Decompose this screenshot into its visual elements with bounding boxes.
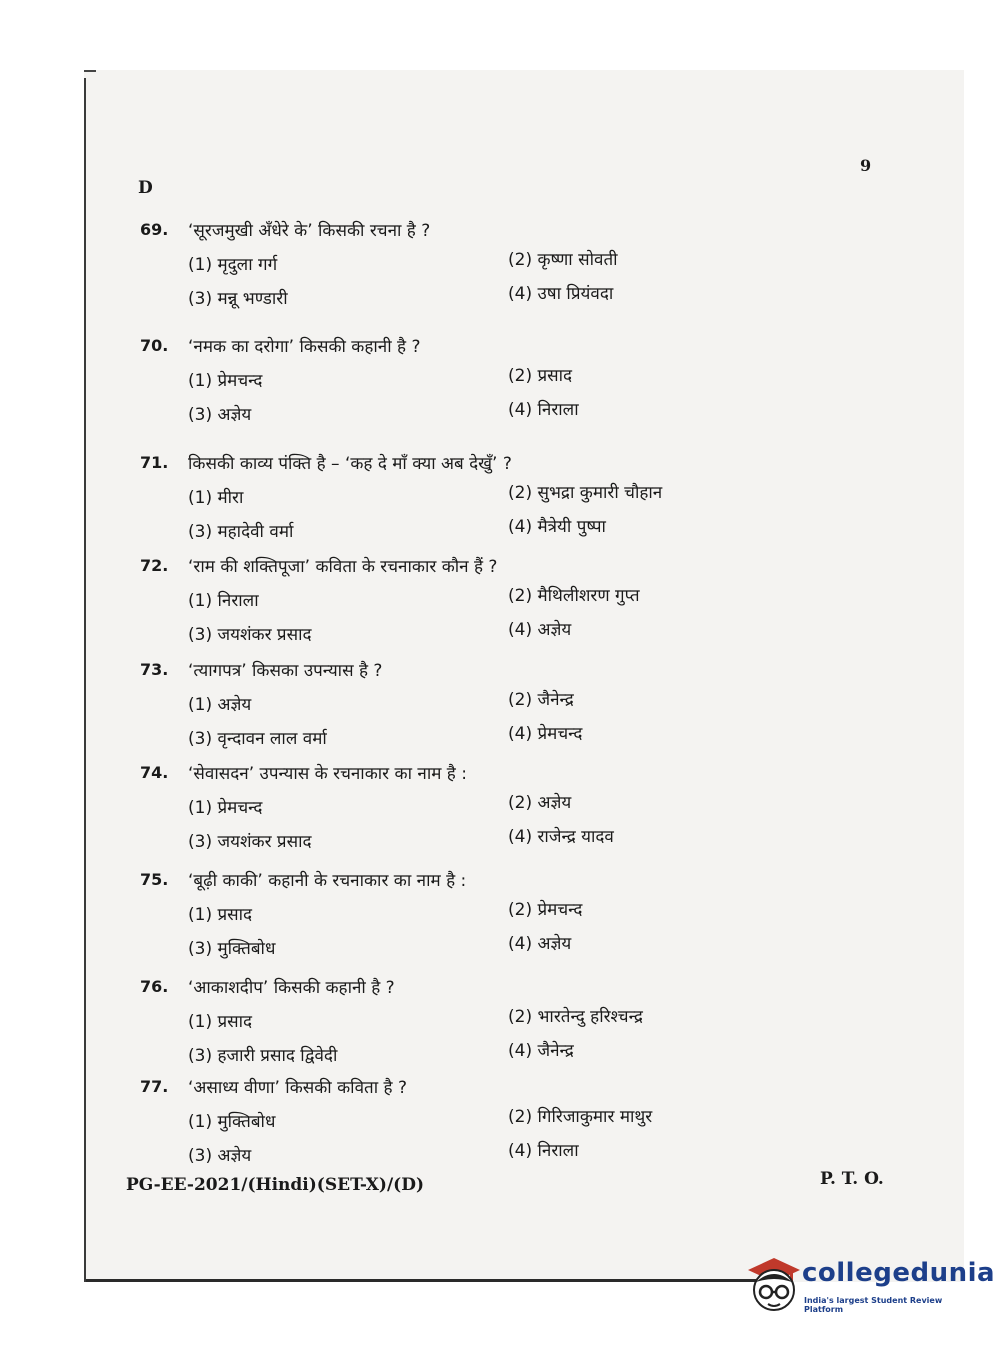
option-3: (3) मुक्तिबोध (188, 939, 276, 959)
option-4: (4) निराला (508, 1141, 579, 1161)
left-margin-rule (84, 78, 86, 1282)
option-1: (1) प्रेमचन्द (188, 371, 263, 391)
option-1: (1) अज्ञेय (188, 695, 252, 715)
option-2: (2) अज्ञेय (508, 793, 572, 813)
option-2: (2) गिरिजाकुमार माथुर (508, 1107, 653, 1127)
question-number: 72. (140, 556, 169, 575)
option-2: (2) भारतेन्दु हरिश्चन्द्र (508, 1007, 643, 1027)
question-number: 71. (140, 453, 169, 472)
option-2: (2) जैनेन्द्र (508, 690, 574, 710)
set-letter: D (138, 178, 153, 198)
bottom-margin-rule (86, 1279, 786, 1282)
watermark-logo (742, 1250, 996, 1320)
question-71 (140, 453, 740, 553)
option-4: (4) प्रेमचन्द (508, 724, 583, 744)
question-72 (140, 556, 740, 656)
graduate-mascot-icon (742, 1252, 802, 1316)
logo-name: collegedunia (802, 1258, 996, 1288)
question-70 (140, 336, 740, 436)
option-1: (1) प्रसाद (188, 1012, 253, 1032)
option-1: (1) प्रसाद (188, 905, 253, 925)
question-73 (140, 660, 740, 760)
question-69 (140, 220, 740, 320)
question-number: 74. (140, 763, 169, 782)
option-4: (4) अज्ञेय (508, 620, 572, 640)
option-4: (4) निराला (508, 400, 579, 420)
question-text: ‘सूरजमुखी अँधेरे के’ किसकी रचना है ? (188, 221, 431, 241)
option-1: (1) मृदुला गर्ग (188, 255, 278, 275)
question-77 (140, 1077, 740, 1177)
option-4: (4) उषा प्रियंवदा (508, 284, 614, 304)
question-number: 77. (140, 1077, 169, 1096)
option-2: (2) सुभद्रा कुमारी चौहान (508, 483, 663, 503)
option-3: (3) महादेवी वर्मा (188, 522, 294, 542)
option-2: (2) प्रसाद (508, 366, 573, 386)
question-text: ‘आकाशदीप’ किसकी कहानी है ? (188, 978, 395, 998)
option-3: (3) मन्नू भण्डारी (188, 289, 288, 309)
question-text: ‘सेवासदन’ उपन्यास के रचनाकार का नाम है : (188, 764, 467, 784)
option-4: (4) अज्ञेय (508, 934, 572, 954)
option-1: (1) निराला (188, 591, 259, 611)
option-1: (1) प्रेमचन्द (188, 798, 263, 818)
option-2: (2) प्रेमचन्द (508, 900, 583, 920)
question-number: 75. (140, 870, 169, 889)
option-3: (3) हजारी प्रसाद द्विवेदी (188, 1046, 338, 1066)
question-number: 73. (140, 660, 169, 679)
option-1: (1) मीरा (188, 488, 244, 508)
page-edge-mark (84, 70, 96, 72)
question-text: किसकी काव्य पंक्ति है – ‘कह दे माँ क्या अब देखुँ’ ? (188, 454, 512, 474)
option-1: (1) मुक्तिबोध (188, 1112, 276, 1132)
option-4: (4) जैनेन्द्र (508, 1041, 574, 1061)
exam-code: PG-EE-2021/(Hindi)(SET-X)/(D) (126, 1175, 424, 1195)
question-text: ‘नमक का दरोगा’ किसकी कहानी है ? (188, 337, 421, 357)
question-76 (140, 977, 740, 1077)
question-75 (140, 870, 740, 970)
logo-tagline: India's largest Student Review Platform (804, 1296, 943, 1314)
please-turn-over: P. T. O. (820, 1169, 884, 1189)
option-2: (2) मैथिलीशरण गुप्त (508, 586, 640, 606)
question-text: ‘त्यागपत्र’ किसका उपन्यास है ? (188, 661, 383, 681)
option-4: (4) राजेन्द्र यादव (508, 827, 614, 847)
option-3: (3) वृन्दावन लाल वर्मा (188, 729, 327, 749)
option-3: (3) अज्ञेय (188, 1146, 252, 1166)
question-74 (140, 763, 740, 863)
option-3: (3) जयशंकर प्रसाद (188, 832, 312, 852)
option-2: (2) कृष्णा सोवती (508, 250, 618, 270)
question-number: 69. (140, 220, 169, 239)
question-number: 70. (140, 336, 169, 355)
question-text: ‘बूढ़ी काकी’ कहानी के रचनाकार का नाम है : (188, 871, 467, 891)
option-3: (3) अज्ञेय (188, 405, 252, 425)
question-text: ‘राम की शक्तिपूजा’ कविता के रचनाकार कौन हैं ? (188, 557, 498, 577)
page-number: 9 (860, 156, 872, 175)
question-text: ‘असाध्य वीणा’ किसकी कविता है ? (188, 1078, 407, 1098)
question-number: 76. (140, 977, 169, 996)
option-4: (4) मैत्रेयी पुष्पा (508, 517, 606, 537)
option-3: (3) जयशंकर प्रसाद (188, 625, 312, 645)
